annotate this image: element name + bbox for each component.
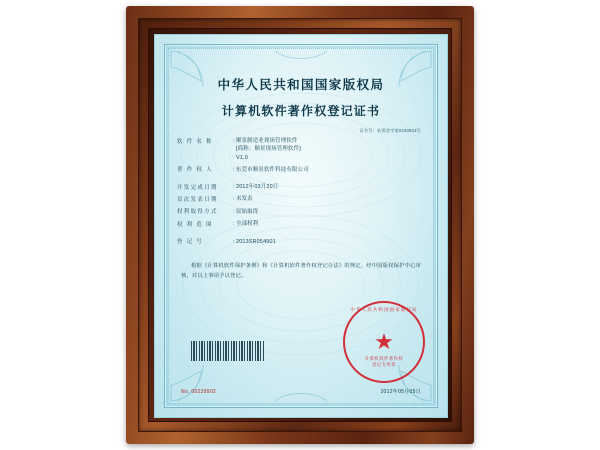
field-row-rights-scope (177, 220, 425, 229)
field-label: 权 利 范 围 (177, 221, 213, 228)
field-row-copyright-owner (177, 166, 425, 175)
star-icon: ★ (374, 329, 394, 354)
field-row-development-date (177, 183, 425, 192)
field-value-line-1: 顺景制造业现场管理软件 (236, 138, 298, 144)
field-value: 全部权利 (236, 221, 259, 228)
field-row-acquisition-method (177, 208, 425, 217)
certificate-statement (177, 262, 425, 282)
barcode (191, 341, 265, 361)
official-seal-inner (345, 303, 423, 381)
field-row-first-publish-date (177, 195, 425, 204)
issuer-title: 中华人民共和国国家版权局 (217, 77, 385, 92)
field-value-line-2: [简称：顺景现场管理软件] (236, 146, 301, 153)
certificate-statement-text: 根据《计算机软件保护条例》和《计算机软件著作权登记办法》的规定，经中国版权保护中心审核，对以上事项予以登记。 (181, 263, 421, 280)
field-value (236, 137, 425, 162)
field-row-software-name (177, 137, 425, 162)
certificate-serial (177, 128, 425, 134)
official-seal (343, 301, 425, 383)
field-colon: : (232, 138, 235, 144)
field-label: 权利取得方式 (177, 209, 218, 216)
field-value-line-3: V1.0 (236, 154, 248, 161)
field-value: 未发表 (236, 196, 253, 203)
field-label: 开发完成日期 (177, 184, 218, 191)
field-value: 原始取得 (236, 208, 259, 215)
field-label: 著 作 权 人 (177, 167, 213, 174)
field-label: 首次发表日期 (177, 196, 218, 203)
field-value: 2013SR054901 (236, 238, 276, 245)
certificate-number: No. 00239902 (181, 389, 217, 395)
field-label: 登 记 号 (177, 239, 204, 245)
field-colon: : (232, 238, 235, 245)
field-colon: : (232, 208, 235, 215)
seal-top-text: 中华人民共和国国家版权局 (350, 307, 418, 312)
field-row-registration-number (177, 238, 425, 247)
field-colon: : (232, 196, 235, 203)
document-title: 计算机软件著作权登记证书 (221, 104, 381, 118)
certificate-paper (154, 34, 448, 418)
certificate-footer (181, 388, 421, 395)
field-label: 软 件 名 称 (177, 138, 213, 145)
seal-bottom-text (345, 356, 423, 368)
field-list (177, 137, 425, 246)
field-colon: : (232, 221, 235, 228)
field-colon: : (232, 184, 235, 190)
certificate-serial-label: 证书号： (359, 128, 377, 133)
field-value: 东莞市顺景软件科技有限公司 (236, 166, 309, 173)
seal-bottom-line-2: 登记专用章 (372, 362, 396, 368)
seal-bottom-line-1: 计算机软件著作权 (364, 356, 404, 362)
field-value: 2012年03月20日 (236, 184, 279, 190)
certificate-serial-value: 软著登字第0330943号 (376, 128, 421, 133)
field-colon: : (232, 166, 235, 173)
certificate-issue-date: 2012年05月05日 (380, 389, 421, 395)
